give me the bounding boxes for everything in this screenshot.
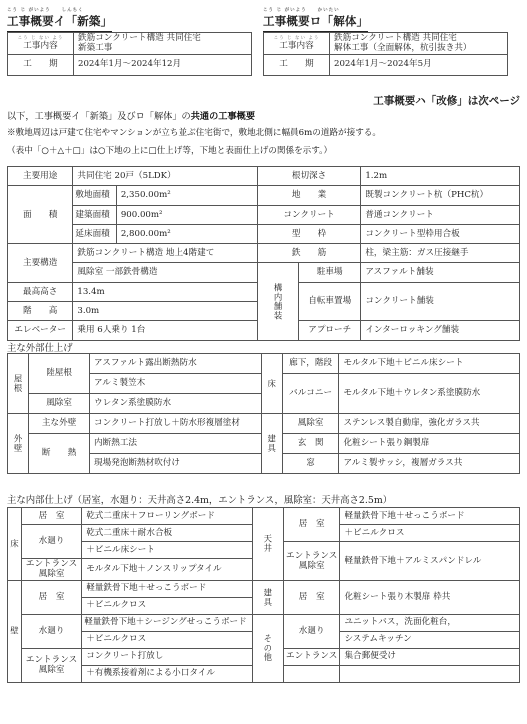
window-label: 窓 [282, 454, 339, 474]
room-wall-label: 居 室 [21, 580, 81, 614]
ent-wall-line-2: ＋有機系接着剤による小口タイル [82, 665, 253, 682]
fittings-ext-label: 建具 [261, 414, 282, 474]
int-wall-label: 壁 [8, 580, 22, 682]
floor-ext-label: 床 [261, 354, 282, 414]
insulation-label: 断 熱 [29, 434, 90, 474]
bicycle-label: 自転車置場 [299, 282, 361, 321]
a-period-label: 工 期 [8, 54, 74, 75]
room-floor-value: 乾式二重床＋フローリングボード [82, 508, 253, 525]
room-floor-label: 居 室 [21, 508, 81, 525]
vestibule-roof-value: ウレタン系塗膜防水 [90, 394, 262, 414]
structure-line-1: 鉄筋コンクリート構造 地上4階建て [73, 244, 257, 263]
room-ceil-line-2: ＋ビニルクロス [340, 525, 520, 542]
elevator-label: エレベーター [8, 321, 73, 340]
site-area-label: 敷地面積 [73, 186, 116, 205]
foundation-value: 1.2m [361, 167, 520, 186]
use-value: 共同住宅 20戸（5LDK） [73, 167, 257, 186]
floor-height-label: 階 高 [8, 302, 73, 321]
b-content-value: 鉄筋コンクリート構造 共同住宅 解体工事（全面解体，杭引抜き共） [330, 33, 508, 55]
height-label: 最高高さ [8, 282, 73, 301]
wet-floor-line-1: 乾式二重床＋耐水合板 [82, 525, 253, 542]
room-fit-label: 居 室 [283, 580, 340, 614]
vestibule-roof-label: 風除室 [29, 394, 90, 414]
room-wall-line-1: 軽量鉄骨下地＋せっこうボード [82, 580, 253, 597]
wet-wall-line-2: ＋ビニルクロス [82, 631, 253, 648]
a-period-value: 2024年1月～2024年12月 [74, 54, 252, 75]
site-area-value: 2,350.00m² [116, 186, 257, 205]
room-ceil-label: 居 室 [283, 508, 340, 542]
intro-line-2: ※敷地周辺は戸建て住宅やマンションが立ち並ぶ住宅街で，敷地北側に幅員6mの道路が接する。 [7, 128, 381, 138]
vest-fit-label: 風除室 [282, 414, 339, 434]
int-ceiling-label: 天井 [252, 508, 283, 581]
wet-other-line-2: システムキッチン [340, 631, 520, 648]
formwork-value: コンクリート型枠用合板 [361, 224, 520, 243]
flat-roof-line-1: アスファルト露出断熱防水 [90, 354, 262, 374]
flat-roof-label: 陸屋根 [29, 354, 90, 394]
area-label: 面 積 [8, 186, 73, 244]
room-fit-value: 化粧シート張り木製扉 枠共 [340, 580, 520, 614]
a-content-label: こう じ ない よう 工事内容 [8, 33, 74, 55]
building-area-label: 建築面積 [73, 205, 116, 224]
intro-line-1: 以下，工事概要イ「新築」及びロ「解体」の共通の工事概要 [7, 111, 256, 122]
section-b-table [263, 32, 508, 76]
a-content-value: 鉄筋コンクリート構造 共同住宅 新築工事 [74, 33, 252, 55]
floor-area-label: 延床面積 [73, 224, 116, 243]
main-wall-value: コンクリート打放し＋防水形複層塗材 [90, 414, 262, 434]
entrance-ext-label: 玄 関 [282, 434, 339, 454]
insulation-line-1: 内断熱工法 [90, 434, 262, 454]
b-period-label: 工 期 [264, 54, 330, 75]
ent-floor-label: エントランス 風除室 [21, 559, 81, 581]
pile-value: 既製コンクリート杭（PHC杭） [361, 186, 520, 205]
ent-floor-value: モルタル下地＋ノンスリップタイル [82, 559, 253, 581]
approach-label: アプローチ [299, 321, 361, 340]
ent-other-label: エントランス [283, 648, 340, 665]
flat-roof-line-2: アルミ製笠木 [90, 374, 262, 394]
int-fittings-label: 建具 [252, 580, 283, 614]
wet-other-label: 水廻り [283, 614, 340, 648]
rebar-label: 鉄 筋 [257, 244, 361, 263]
balcony-value: モルタル下地＋ウレタン系塗膜防水 [339, 374, 520, 414]
wet-floor-label: 水廻り [21, 525, 81, 559]
wet-floor-line-2: ＋ビニル床シート [82, 542, 253, 559]
height-value: 13.4m [73, 282, 257, 301]
section-a-title: こう じ がいよう しんちく 工事概要イ「新築」 [7, 8, 112, 32]
ent-wall-label: エントランス 風除室 [21, 648, 81, 682]
concrete-value: 普通コンクリート [361, 205, 520, 224]
pile-label: 地 業 [257, 186, 361, 205]
int-floor-label: 床 [8, 508, 22, 581]
intro-line-3: （表中「○＋△＋□」は○下地の上に□仕上げ等，下地と表面仕上げの関係を示す。） [7, 146, 333, 156]
main-wall-label: 主な外壁 [29, 414, 90, 434]
room-ceil-line-1: 軽量鉄骨下地＋せっこうボード [340, 508, 520, 525]
interior-title: 主な内部仕上げ（居室，水廻り：天井高さ2.4m，エントランス，風除室：天井高さ2.5m） [7, 495, 393, 506]
entrance-ext-value: 化粧シート張り鋼製扉 [339, 434, 520, 454]
room-wall-line-2: ＋ビニルクロス [82, 597, 253, 614]
insulation-line-2: 現場発泡断熱材吹付け [90, 454, 262, 474]
foundation-label: 根切深さ [257, 167, 361, 186]
approach-value: インターロッキング舗装 [361, 321, 520, 340]
wet-other-line-1: ユニットバス，洗面化粧台， [340, 614, 520, 631]
ext-wall-label: 外壁 [8, 414, 29, 474]
use-label: 主要用途 [8, 167, 73, 186]
vest-fit-value: ステンレス製自動扉，強化ガラス共 [339, 414, 520, 434]
section-b-title: こう じ がいよう かいたい 工事概要ロ「解体」 [263, 8, 368, 32]
bicycle-value: コンクリート舗装 [361, 282, 520, 321]
window-value: アルミ製サッシ，複層ガラス共 [339, 454, 520, 474]
general-table [7, 166, 520, 341]
parking-value: アスファルト舗装 [361, 263, 520, 282]
roof-label: 屋根 [8, 354, 29, 414]
corridor-label: 廊下，階段 [282, 354, 339, 374]
wet-wall-line-1: 軽量鉄骨下地＋シージングせっこうボード [82, 614, 253, 631]
parking-label: 駐車場 [299, 263, 361, 282]
ent-ceil-value: 軽量鉄骨下地＋アルミスパンドレル [340, 542, 520, 581]
ent-other-value: 集合郵便受け [340, 648, 520, 665]
elevator-value: 乗用 6人乗り 1台 [73, 321, 257, 340]
structure-line-2: 風除室 一部鉄骨構造 [73, 263, 257, 282]
balcony-label: バルコニー [282, 374, 339, 414]
floor-area-value: 2,800.00m² [116, 224, 257, 243]
ent-wall-line-1: コンクリート打放し [82, 648, 253, 665]
b-period-value: 2024年1月～2024年5月 [330, 54, 508, 75]
rebar-value: 柱，梁主筋：ガス圧接継手 [361, 244, 520, 263]
exterior-table [7, 353, 520, 474]
concrete-label: コンクリート [257, 205, 361, 224]
building-area-value: 900.00m² [116, 205, 257, 224]
interior-table [7, 507, 520, 683]
ent-ceil-label: エントランス 風除室 [283, 542, 340, 581]
formwork-label: 型 枠 [257, 224, 361, 243]
int-other-label: その他 [252, 614, 283, 682]
section-a-table [7, 32, 252, 76]
site-paving-label: 構内舗装 [257, 263, 298, 340]
exterior-title: 主な外部仕上げ [7, 343, 73, 354]
b-content-label: こう じ ない よう 工事内容 [264, 33, 330, 55]
floor-height-value: 3.0m [73, 302, 257, 321]
section-c-note: 工事概要ハ「改修」は次ページ [373, 95, 520, 107]
structure-label: 主要構造 [8, 244, 73, 283]
corridor-value: モルタル下地＋ビニル床シート [339, 354, 520, 374]
wet-wall-label: 水廻り [21, 614, 81, 648]
